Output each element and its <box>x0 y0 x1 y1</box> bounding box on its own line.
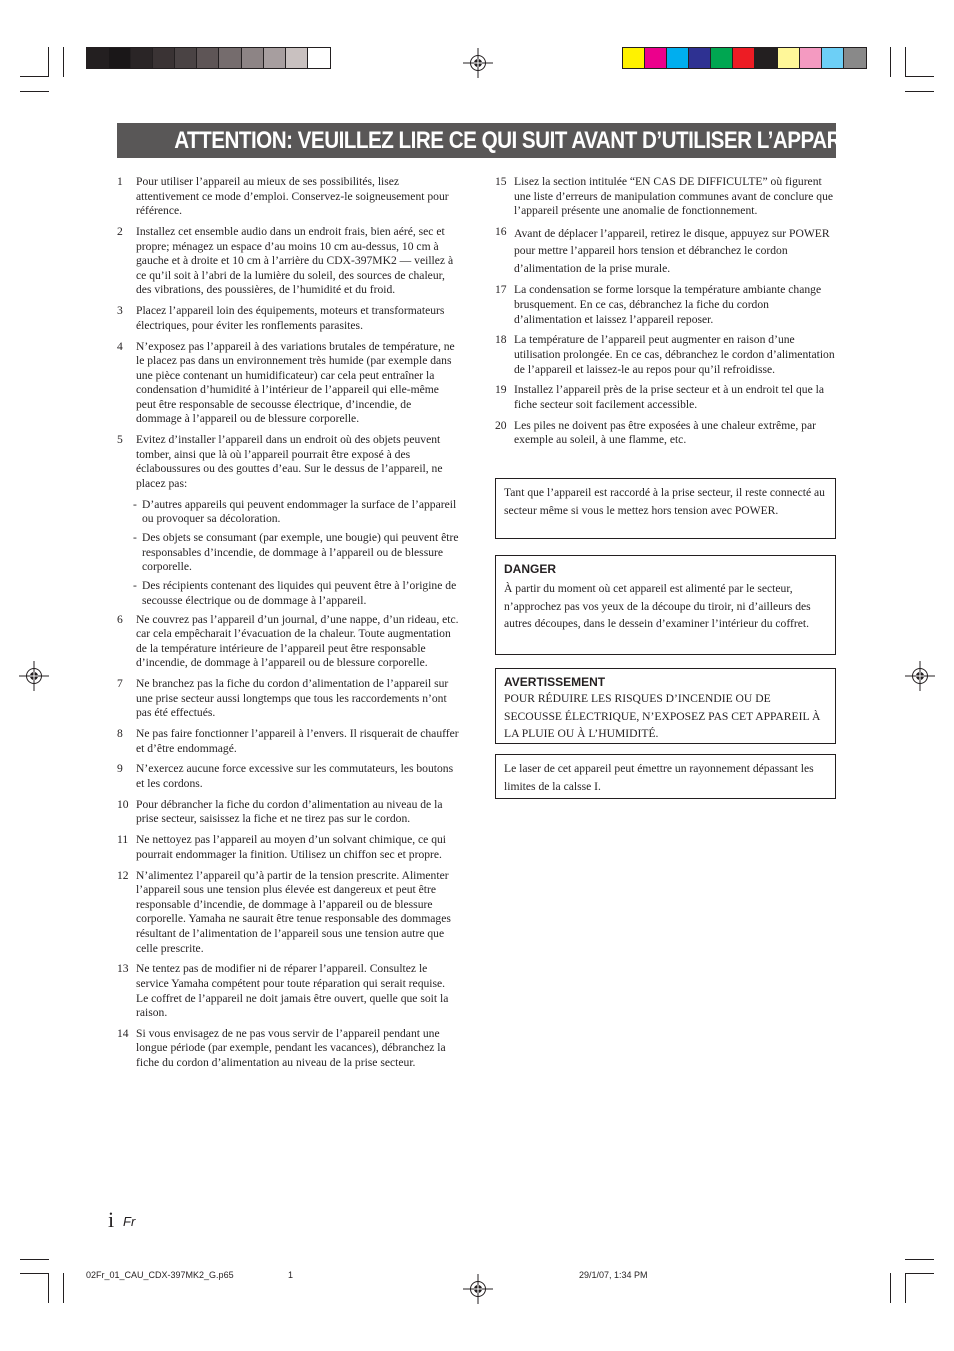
list-item <box>495 283 837 327</box>
sub-list-item <box>117 579 459 608</box>
crop-mark <box>63 1273 64 1303</box>
item-text: La condensation se forme lorsque la température ambiante change brusquement. En ce cas, débranchez la fiche du cordon d’alimentation et laissez l’appareil reposer. <box>514 283 822 326</box>
color-swatch <box>667 48 689 68</box>
list-item <box>117 613 459 671</box>
color-swatch <box>689 48 711 68</box>
list-item <box>117 727 459 756</box>
crop-mark <box>905 91 934 92</box>
sub-item-text: Des récipients contenant des liquides qui peuvent être à l’origine de secousse électrique ou de dommage à l’appareil. <box>142 579 457 607</box>
crop-mark <box>905 1273 934 1274</box>
crop-mark <box>890 47 891 77</box>
color-swatch <box>623 48 645 68</box>
sub-item-text: Des objets se consumant (par exemple, une bougie) qui peuvent être responsables d’incendie, de dommage à l’appareil ou de blessure corporelle. <box>142 531 459 574</box>
item-number: 10 <box>117 797 129 811</box>
item-number: 20 <box>495 418 507 432</box>
item-number: 16 <box>495 224 507 238</box>
color-swatch <box>264 48 286 68</box>
crop-mark <box>20 1273 49 1274</box>
crop-mark <box>20 91 49 92</box>
item-text: Avant de déplacer l’appareil, retirez le disque, appuyez sur POWER pour mettre l’appareil hors tension et débranchez le cordon d’alimentation de la prise murale. <box>514 226 830 275</box>
list-item <box>117 433 459 491</box>
color-swatch <box>219 48 241 68</box>
crop-mark <box>905 1259 934 1260</box>
slug-filename: 02Fr_01_CAU_CDX-397MK2_G.p65 <box>86 1270 234 1280</box>
item-text: Ne pas faire fonctionner l’appareil à l’envers. Il risquerait de chauffer et d’être endommagé. <box>136 727 459 755</box>
item-text: Si vous envisagez de ne pas vous servir de l’appareil pendant une longue période (par exemple, pendant les vacances), débranchez la fiche du cordon d’alimentation au niveau de la prise secteur. <box>136 1026 446 1070</box>
sub-item-dash: - <box>133 497 137 511</box>
list-item <box>117 225 459 298</box>
color-swatch <box>87 48 109 68</box>
crop-mark <box>890 1273 891 1303</box>
color-swatch <box>645 48 667 68</box>
item-text: N’exposez pas l’appareil à des variations brutales de température, ne le placez pas dans un environnement très humide (par exemple dans une pièce contenant un humidificateur) car cela peut entraîner la condensation d’humidité à l’intérieur de l’appareil qui elle-même peut être responsable de secousse électrique, d’incendie, de dommage à l’appareil ou de blessure corporelle. <box>136 339 455 426</box>
item-text: Installez l’appareil près de la prise secteur et à un endroit tel que la fiche secteur soit facilement accessible. <box>514 383 824 411</box>
item-text: Installez cet ensemble audio dans un endroit frais, bien aéré, sec et propre; ménagez un espace d’au moins 10 cm au-dessus, 10 cm à gauche et à droite et 10 cm à l’arrière du CDX-397MK2 — veillez à ce qu’il soit à l’abri de la lumière du soleil, des sources de chaleur, des vibrations, des poussières, de l’humidité et du froid. <box>136 224 454 297</box>
item-number: 17 <box>495 283 507 297</box>
list-item <box>495 383 837 412</box>
warning-box <box>495 668 836 744</box>
color-swatch <box>755 48 777 68</box>
sub-item-text: D’autres appareils qui peuvent endommager la surface de l’appareil ou provoquer sa décoloration. <box>142 497 457 526</box>
item-number: 6 <box>117 612 123 626</box>
standby-notice-text: Tant que l’appareil est raccordé à la prise secteur, il reste connecté au secteur même si vous le mettez hors tension avec POWER. <box>504 486 825 517</box>
item-text: Evitez d’installer l’appareil dans un endroit où des objets peuvent tomber, ainsi que là où l’appareil pourrait être exposé à des éclaboussures ou des gouttes d’eau. Sur le dessus de l’appareil, ne placez pas: <box>136 433 443 491</box>
list-item <box>117 869 459 957</box>
color-swatch <box>242 48 264 68</box>
color-swatch <box>175 48 197 68</box>
sub-item-dash: - <box>133 531 137 545</box>
color-swatch <box>131 48 153 68</box>
danger-box <box>495 555 836 655</box>
color-swatch <box>822 48 844 68</box>
item-number: 14 <box>117 1026 129 1040</box>
item-text: Les piles ne doivent pas être exposées à une chaleur extrême, par exemple au soleil, à une flamme, etc. <box>514 418 816 447</box>
color-swatch <box>844 48 866 68</box>
process-color-bar <box>622 47 867 69</box>
item-text: Pour débrancher la fiche du cordon d’alimentation au niveau de la prise secteur, saisissez la fiche et ne tirez pas sur le cordon. <box>136 797 443 826</box>
item-number: 12 <box>117 868 129 882</box>
list-item <box>117 340 459 428</box>
slug-sheet-number: 1 <box>288 1270 294 1280</box>
warning-text: POUR RÉDUIRE LES RISQUES D’INCENDIE OU DE SECOUSSE ÉLECTRIQUE, N’EXPOSEZ PAS CET APPAREIL À LA PLUIE OU À L’HUMIDITÉ. <box>504 692 821 741</box>
color-swatch <box>733 48 755 68</box>
danger-heading: DANGER <box>504 562 557 576</box>
list-item <box>117 175 459 219</box>
list-item <box>117 833 459 862</box>
item-number: 7 <box>117 677 123 691</box>
slug-timestamp: 29/1/07, 1:34 PM <box>579 1270 648 1280</box>
item-number: 15 <box>495 175 507 188</box>
danger-text: À partir du moment où cet appareil est alimenté par le secteur, n’approchez pas vos yeux de la découpe du tiroir, ni d’ailleurs des autres découpes, dans le dessein d’examiner l’intérieur du coffret. <box>504 582 811 631</box>
warning-heading: AVERTISSEMENT <box>504 675 606 689</box>
crop-mark <box>63 47 64 77</box>
list-item <box>117 798 459 827</box>
item-number: 4 <box>117 339 123 353</box>
color-swatch <box>109 48 131 68</box>
color-swatch <box>197 48 219 68</box>
item-text: Lisez la section intitulée “EN CAS DE DIFFICULTE” où figurent une liste d’erreurs de manipulation communes avant de conclure que l’appareil présente une anomalie de fonctionnement. <box>514 175 834 218</box>
crop-mark <box>905 1273 906 1303</box>
item-text: Ne couvrez pas l’appareil d’un journal, d’une nappe, d’un rideau, etc. car cela empêcharait l’évacuation de la chaleur. Toute augmentation de la température intérieure de l’appareil peut être responsable d’incendie, de dommage à l’appareil ou de blessure corporelle. <box>136 612 459 670</box>
page-number: i <box>108 1207 115 1232</box>
item-number: 8 <box>117 727 123 741</box>
right-column <box>495 175 837 454</box>
item-text: La température de l’appareil peut augmenter en raison d’une utilisation prolongée. En ce cas, débranchez le cordon d’alimentation de l’appareil et laissez-le au repos pour qu’il refroidisse. <box>514 333 835 376</box>
item-text: N’alimentez l’appareil qu’à partir de la tension prescrite. Alimenter l’appareil sous une tension plus élevée est dangereux et peut être responsable d’incendie, de dommage à l’appareil ou de blessure corporelle. Yamaha ne saurait être tenue responsable des dommages résultant de l’alimentation de l’appareil sous une tension autre que celle prescrite. <box>136 868 451 955</box>
crop-mark <box>48 1273 49 1303</box>
list-item <box>117 962 459 1020</box>
list-item <box>117 762 459 791</box>
list-item <box>117 1027 459 1071</box>
crop-mark <box>20 76 49 77</box>
item-text: Pour utiliser l’appareil au mieux de ses possibilités, lisez attentivement ce mode d’emploi. Conservez-le soigneusement pour référence. <box>136 175 449 218</box>
registration-mark-icon <box>463 1274 493 1304</box>
list-item <box>495 175 837 219</box>
registration-mark-icon <box>19 661 49 691</box>
list-item <box>117 304 459 333</box>
laser-notice-box <box>495 754 836 799</box>
item-number: 18 <box>495 333 507 347</box>
item-number: 13 <box>117 962 129 976</box>
sub-list-item <box>117 531 459 575</box>
list-item <box>495 225 837 277</box>
color-swatch <box>778 48 800 68</box>
sub-item-dash: - <box>133 579 137 593</box>
list-item <box>495 419 837 448</box>
item-text: N’exercez aucune force excessive sur les commutateurs, les boutons et les cordons. <box>136 762 454 791</box>
item-text: Ne nettoyez pas l’appareil au moyen d’un solvant chimique, ce qui pourrait endommager la finition. Utilisez un chiffon sec et propre. <box>136 833 447 861</box>
grayscale-color-bar <box>86 47 331 69</box>
color-swatch <box>800 48 822 68</box>
item-number: 9 <box>117 762 123 776</box>
item-text: Placez l’appareil loin des équipements, moteurs et transformateurs électriques, pour éviter les ronflements parasites. <box>136 304 445 332</box>
registration-mark-icon <box>463 48 493 78</box>
item-text: Ne tentez pas de modifier ni de réparer l’appareil. Consultez le service Yamaha compétent pour toute réparation qui serait requise. Le coffret de l’appareil ne doit jamais être ouvert, quelle que soit la raison. <box>136 962 449 1020</box>
language-code: Fr <box>123 1214 136 1229</box>
standby-notice-box <box>495 478 836 539</box>
left-column <box>117 175 459 1077</box>
item-text: Ne branchez pas la fiche du cordon d’alimentation de l’appareil sur une prise secteur aussi longtemps que tous les raccordements n’ont pas été effectués. <box>136 677 449 720</box>
crop-mark <box>20 1259 49 1260</box>
list-item <box>117 677 459 721</box>
color-swatch <box>286 48 308 68</box>
item-number: 2 <box>117 224 123 238</box>
crop-mark <box>48 47 49 77</box>
crop-mark <box>905 76 934 77</box>
color-swatch <box>153 48 175 68</box>
item-number: 11 <box>117 833 129 847</box>
registration-mark-icon <box>905 661 935 691</box>
item-number: 19 <box>495 383 507 397</box>
crop-mark <box>905 47 906 77</box>
color-swatch <box>711 48 733 68</box>
item-number: 1 <box>117 175 123 188</box>
item-number: 5 <box>117 433 123 447</box>
color-swatch <box>308 48 330 68</box>
page-title: ATTENTION: VEUILLEZ LIRE CE QUI SUIT AVANT D’UTILISER L’APPAREIL. <box>117 123 836 158</box>
item-number: 3 <box>117 304 123 318</box>
list-item <box>495 333 837 377</box>
laser-notice-text: Le laser de cet appareil peut émettre un rayonnement dépassant les limites de la calsse I. <box>504 762 814 793</box>
sub-list-item <box>117 498 459 527</box>
